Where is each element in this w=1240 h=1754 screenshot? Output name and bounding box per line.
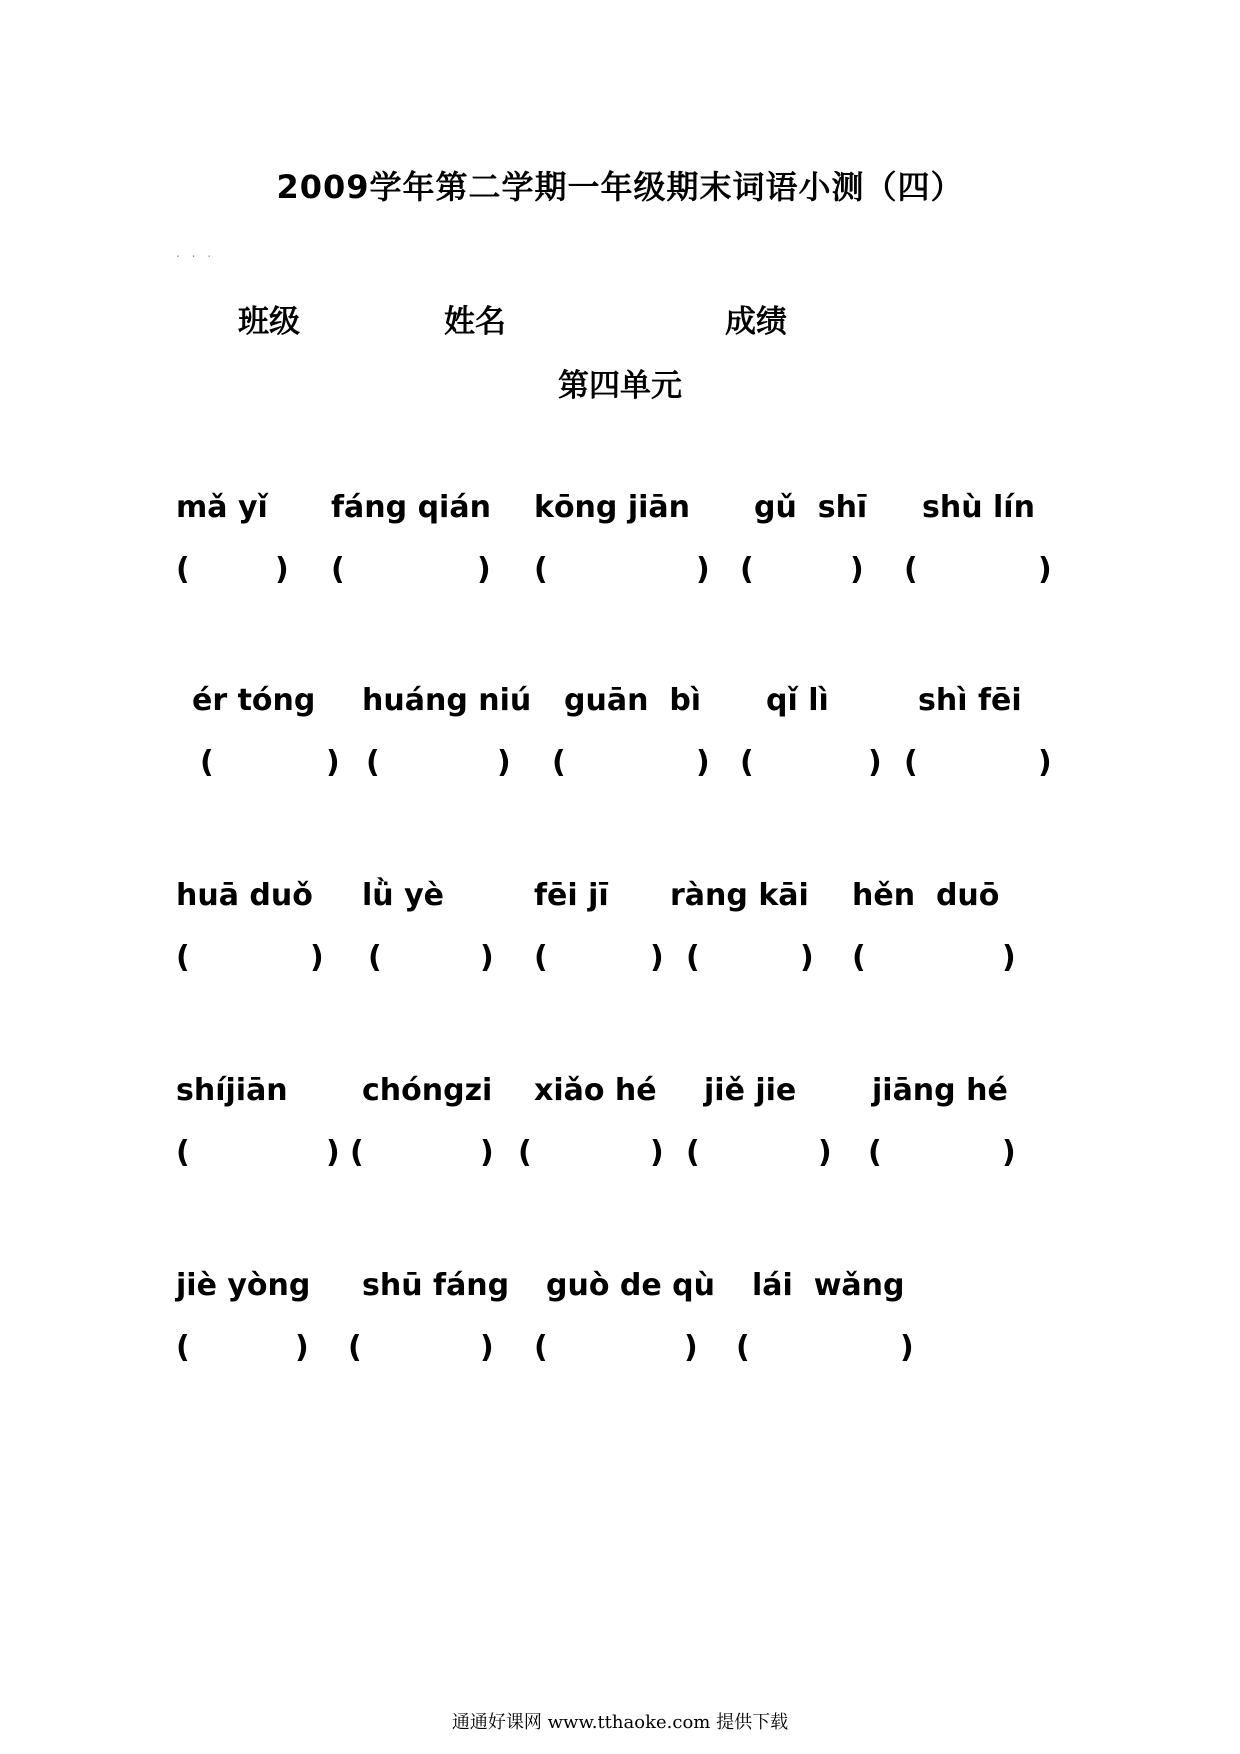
- answer-paren-close[interactable]: ): [480, 940, 494, 975]
- answer-paren-open[interactable]: (: [368, 940, 382, 975]
- answer-paren-close[interactable]: ): [480, 1135, 494, 1170]
- pinyin-prompt: jiè yòng: [176, 1268, 311, 1303]
- pinyin-prompt: hěn duō: [852, 878, 1000, 913]
- answer-paren-open[interactable]: (: [740, 745, 754, 780]
- answer-paren-close[interactable]: ): [650, 1135, 664, 1170]
- pinyin-prompt: jiě jie: [704, 1073, 797, 1108]
- answer-paren-close[interactable]: ): [480, 1330, 494, 1365]
- answer-paren-close[interactable]: ): [650, 940, 664, 975]
- pinyin-prompt: lái wǎng: [752, 1268, 905, 1303]
- answer-paren-open[interactable]: (: [176, 1330, 190, 1365]
- answer-paren-close[interactable]: ): [295, 1330, 309, 1365]
- answer-paren-open[interactable]: (: [348, 1330, 362, 1365]
- answer-paren-open[interactable]: (: [366, 745, 380, 780]
- answer-paren-open[interactable]: (: [200, 745, 214, 780]
- answer-paren-close[interactable]: ): [310, 940, 324, 975]
- answer-paren-open[interactable]: (: [350, 1135, 364, 1170]
- answer-paren-open[interactable]: (: [176, 940, 190, 975]
- answer-paren-close[interactable]: ): [1002, 1135, 1016, 1170]
- answer-paren-open[interactable]: (: [331, 552, 345, 587]
- footer-credit: 通通好课网 www.tthaoke.com 提供下载: [451, 1712, 789, 1733]
- pinyin-prompt: shù lín: [922, 490, 1035, 525]
- pinyin-prompt: gǔ shī: [754, 490, 868, 525]
- answer-paren-open[interactable]: (: [518, 1135, 532, 1170]
- answer-paren-open[interactable]: (: [736, 1330, 750, 1365]
- pinyin-prompt: mǎ yǐ: [176, 490, 268, 525]
- pinyin-prompt: ràng kāi: [670, 878, 809, 913]
- answer-paren-open[interactable]: (: [534, 552, 548, 587]
- answer-paren-close[interactable]: ): [818, 1135, 832, 1170]
- answer-paren-open[interactable]: (: [904, 552, 918, 587]
- answer-paren-close[interactable]: ): [1002, 940, 1016, 975]
- answer-paren-open[interactable]: (: [534, 1330, 548, 1365]
- answer-paren-open[interactable]: (: [904, 745, 918, 780]
- answer-paren-close[interactable]: ): [326, 745, 340, 780]
- pinyin-prompt: shū fáng: [362, 1268, 510, 1303]
- answer-paren-open[interactable]: (: [534, 940, 548, 975]
- answer-paren-close[interactable]: ): [1038, 552, 1052, 587]
- decorative-dots: . . .: [176, 246, 216, 260]
- answer-paren-close[interactable]: ): [275, 552, 289, 587]
- name-label: 姓名: [444, 304, 506, 340]
- answer-paren-close[interactable]: ): [696, 745, 710, 780]
- pinyin-prompt: kōng jiān: [534, 490, 691, 525]
- pinyin-prompt: huáng niú: [362, 683, 532, 718]
- answer-paren-close[interactable]: ): [497, 745, 511, 780]
- answer-paren-close[interactable]: ): [800, 940, 814, 975]
- pinyin-prompt: shì fēi: [918, 683, 1022, 718]
- answer-paren-close[interactable]: ): [900, 1330, 914, 1365]
- answer-paren-open[interactable]: (: [868, 1135, 882, 1170]
- score-label: 成绩: [725, 304, 787, 340]
- pinyin-prompt: xiǎo hé: [534, 1073, 657, 1108]
- pinyin-prompt: jiāng hé: [872, 1073, 1008, 1108]
- pinyin-prompt: chóngzi: [362, 1073, 493, 1108]
- pinyin-prompt: qǐ lì: [766, 683, 829, 718]
- answer-paren-open[interactable]: (: [740, 552, 754, 587]
- pinyin-prompt: lǜ yè: [362, 878, 444, 913]
- answer-paren-open[interactable]: (: [176, 1135, 190, 1170]
- answer-paren-close[interactable]: ): [696, 552, 710, 587]
- answer-paren-open[interactable]: (: [686, 1135, 700, 1170]
- unit-title: 第四单元: [558, 368, 682, 404]
- pinyin-prompt: huā duǒ: [176, 878, 313, 913]
- answer-paren-open[interactable]: (: [552, 745, 566, 780]
- pinyin-prompt: shíjiān: [176, 1073, 288, 1108]
- pinyin-prompt: fáng qián: [331, 490, 491, 525]
- answer-paren-close[interactable]: ): [684, 1330, 698, 1365]
- pinyin-prompt: guān bì: [564, 683, 702, 718]
- pinyin-prompt: fēi jī: [534, 878, 609, 913]
- answer-paren-close[interactable]: ): [868, 745, 882, 780]
- answer-paren-close[interactable]: ): [326, 1135, 340, 1170]
- page-title: 2009学年第二学期一年级期末词语小测（四）: [276, 168, 964, 206]
- answer-paren-open[interactable]: (: [852, 940, 866, 975]
- answer-paren-close[interactable]: ): [477, 552, 491, 587]
- pinyin-prompt: guò de qù: [546, 1268, 715, 1303]
- answer-paren-close[interactable]: ): [1038, 745, 1052, 780]
- class-label: 班级: [238, 304, 300, 340]
- pinyin-prompt: ér tóng: [192, 683, 316, 718]
- answer-paren-open[interactable]: (: [686, 940, 700, 975]
- answer-paren-open[interactable]: (: [176, 552, 190, 587]
- answer-paren-close[interactable]: ): [850, 552, 864, 587]
